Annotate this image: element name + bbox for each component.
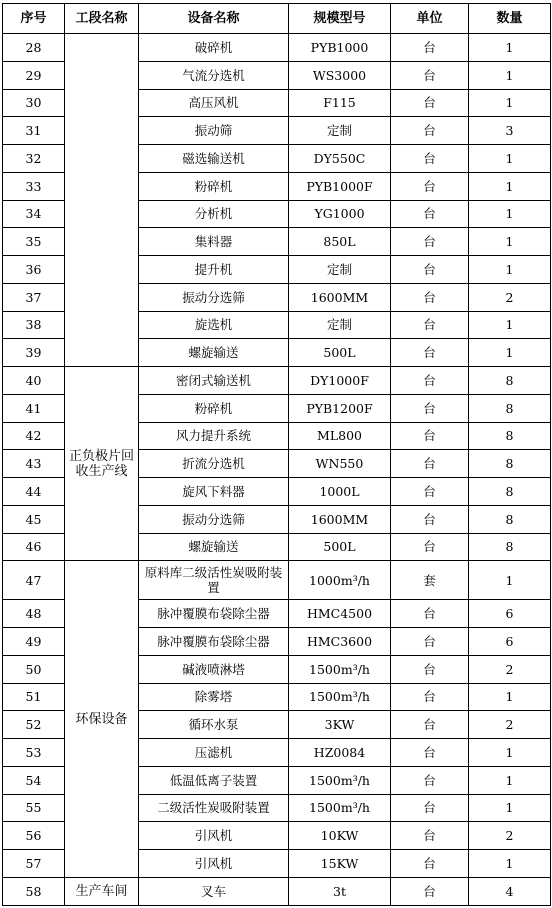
equipment-name: 原料库二级活性炭吸附装置: [139, 561, 289, 600]
row-index: 46: [3, 533, 65, 561]
quantity: 8: [469, 367, 551, 395]
quantity: 8: [469, 450, 551, 478]
quantity: 8: [469, 478, 551, 506]
quantity: 1: [469, 34, 551, 62]
row-index: 34: [3, 200, 65, 228]
model-spec: 定制: [289, 117, 391, 145]
model-spec: 850L: [289, 228, 391, 256]
equipment-name: 风力提升系统: [139, 422, 289, 450]
quantity: 1: [469, 339, 551, 367]
model-spec: 定制: [289, 311, 391, 339]
row-index: 33: [3, 172, 65, 200]
unit: 台: [391, 822, 469, 850]
row-index: 31: [3, 117, 65, 145]
quantity: 1: [469, 256, 551, 284]
header-row: [3, 4, 551, 34]
model-spec: 1500m³/h: [289, 794, 391, 822]
equipment-name: 引风机: [139, 822, 289, 850]
equipment-name: 分析机: [139, 200, 289, 228]
unit: 台: [391, 877, 469, 905]
equipment-name: 折流分选机: [139, 450, 289, 478]
quantity: 1: [469, 794, 551, 822]
quantity: 1: [469, 200, 551, 228]
equipment-name: 低温低离子装置: [139, 766, 289, 794]
row-index: 53: [3, 739, 65, 767]
equipment-name: 振动筛: [139, 117, 289, 145]
model-spec: HMC4500: [289, 600, 391, 628]
equipment-name: 脉冲覆膜布袋除尘器: [139, 628, 289, 656]
model-spec: 3KW: [289, 711, 391, 739]
quantity: 1: [469, 61, 551, 89]
row-index: 58: [3, 877, 65, 905]
row-index: 50: [3, 655, 65, 683]
quantity: 8: [469, 422, 551, 450]
row-index: 42: [3, 422, 65, 450]
unit: 台: [391, 850, 469, 878]
quantity: 6: [469, 600, 551, 628]
model-spec: 1600MM: [289, 505, 391, 533]
equipment-name: 旋选机: [139, 311, 289, 339]
unit: 台: [391, 89, 469, 117]
row-index: 37: [3, 283, 65, 311]
unit: 台: [391, 200, 469, 228]
model-spec: 500L: [289, 339, 391, 367]
table-row: [3, 34, 551, 62]
header-index: 序号: [3, 4, 65, 34]
model-spec: HZ0084: [289, 739, 391, 767]
equipment-name: 螺旋输送: [139, 533, 289, 561]
unit: 台: [391, 711, 469, 739]
header-quantity: 数量: [469, 4, 551, 34]
model-spec: DY1000F: [289, 367, 391, 395]
unit: 台: [391, 450, 469, 478]
table-row: [3, 877, 551, 905]
row-index: 39: [3, 339, 65, 367]
row-index: 36: [3, 256, 65, 284]
unit: 台: [391, 311, 469, 339]
row-index: 56: [3, 822, 65, 850]
equipment-table: [2, 3, 551, 906]
equipment-name: 密闭式输送机: [139, 367, 289, 395]
model-spec: 1500m³/h: [289, 655, 391, 683]
model-spec: 10KW: [289, 822, 391, 850]
unit: 台: [391, 339, 469, 367]
quantity: 1: [469, 228, 551, 256]
quantity: 8: [469, 394, 551, 422]
quantity: 3: [469, 117, 551, 145]
table-row: [3, 367, 551, 395]
unit: 台: [391, 256, 469, 284]
quantity: 1: [469, 311, 551, 339]
quantity: 2: [469, 283, 551, 311]
unit: 台: [391, 172, 469, 200]
model-spec: 1600MM: [289, 283, 391, 311]
unit: 台: [391, 228, 469, 256]
equipment-name: 叉车: [139, 877, 289, 905]
quantity: 4: [469, 877, 551, 905]
equipment-name: 集料器: [139, 228, 289, 256]
row-index: 38: [3, 311, 65, 339]
row-index: 51: [3, 683, 65, 711]
unit: 台: [391, 34, 469, 62]
section-name: 环保设备: [65, 561, 139, 878]
unit: 台: [391, 628, 469, 656]
quantity: 1: [469, 172, 551, 200]
row-index: 49: [3, 628, 65, 656]
unit: 台: [391, 394, 469, 422]
quantity: 1: [469, 739, 551, 767]
section-name: [65, 34, 139, 367]
unit: 台: [391, 794, 469, 822]
model-spec: WN550: [289, 450, 391, 478]
equipment-name: 循环水泵: [139, 711, 289, 739]
model-spec: 3t: [289, 877, 391, 905]
model-spec: PYB1000F: [289, 172, 391, 200]
unit: 套: [391, 561, 469, 600]
equipment-name: 破碎机: [139, 34, 289, 62]
row-index: 29: [3, 61, 65, 89]
equipment-name: 脉冲覆膜布袋除尘器: [139, 600, 289, 628]
header-equipment-name: 设备名称: [139, 4, 289, 34]
unit: 台: [391, 533, 469, 561]
model-spec: PYB1200F: [289, 394, 391, 422]
equipment-name: 二级活性炭吸附装置: [139, 794, 289, 822]
quantity: 1: [469, 561, 551, 600]
unit: 台: [391, 505, 469, 533]
quantity: 2: [469, 822, 551, 850]
section-name: 正负极片回收生产线: [65, 367, 139, 561]
equipment-name: 振动分选筛: [139, 283, 289, 311]
unit: 台: [391, 283, 469, 311]
unit: 台: [391, 655, 469, 683]
unit: 台: [391, 117, 469, 145]
quantity: 2: [469, 711, 551, 739]
equipment-name: 螺旋输送: [139, 339, 289, 367]
equipment-name: 气流分选机: [139, 61, 289, 89]
equipment-name: 旋风下料器: [139, 478, 289, 506]
unit: 台: [391, 61, 469, 89]
equipment-name: 磁选输送机: [139, 145, 289, 173]
quantity: 1: [469, 145, 551, 173]
quantity: 2: [469, 655, 551, 683]
equipment-name: 高压风机: [139, 89, 289, 117]
equipment-name: 振动分选筛: [139, 505, 289, 533]
equipment-name: 引风机: [139, 850, 289, 878]
equipment-name: 除雾塔: [139, 683, 289, 711]
model-spec: 1500m³/h: [289, 766, 391, 794]
section-name: 生产车间: [65, 877, 139, 905]
quantity: 1: [469, 766, 551, 794]
unit: 台: [391, 422, 469, 450]
row-index: 48: [3, 600, 65, 628]
model-spec: 15KW: [289, 850, 391, 878]
model-spec: 1000L: [289, 478, 391, 506]
model-spec: DY550C: [289, 145, 391, 173]
unit: 台: [391, 600, 469, 628]
quantity: 8: [469, 505, 551, 533]
model-spec: 定制: [289, 256, 391, 284]
row-index: 30: [3, 89, 65, 117]
row-index: 47: [3, 561, 65, 600]
table-body: [3, 34, 551, 906]
row-index: 52: [3, 711, 65, 739]
equipment-name: 碱液喷淋塔: [139, 655, 289, 683]
row-index: 57: [3, 850, 65, 878]
model-spec: 500L: [289, 533, 391, 561]
row-index: 40: [3, 367, 65, 395]
quantity: 1: [469, 850, 551, 878]
quantity: 1: [469, 89, 551, 117]
row-index: 35: [3, 228, 65, 256]
model-spec: HMC3600: [289, 628, 391, 656]
quantity: 1: [469, 683, 551, 711]
unit: 台: [391, 683, 469, 711]
row-index: 55: [3, 794, 65, 822]
row-index: 32: [3, 145, 65, 173]
row-index: 54: [3, 766, 65, 794]
row-index: 43: [3, 450, 65, 478]
equipment-name: 粉碎机: [139, 394, 289, 422]
unit: 台: [391, 145, 469, 173]
equipment-name: 压滤机: [139, 739, 289, 767]
row-index: 41: [3, 394, 65, 422]
unit: 台: [391, 766, 469, 794]
table-row: [3, 561, 551, 600]
unit: 台: [391, 367, 469, 395]
quantity: 8: [469, 533, 551, 561]
header-unit: 单位: [391, 4, 469, 34]
equipment-name: 粉碎机: [139, 172, 289, 200]
model-spec: F115: [289, 89, 391, 117]
equipment-name: 提升机: [139, 256, 289, 284]
model-spec: WS3000: [289, 61, 391, 89]
header-section: 工段名称: [65, 4, 139, 34]
model-spec: YG1000: [289, 200, 391, 228]
row-index: 45: [3, 505, 65, 533]
header-model: 规模型号: [289, 4, 391, 34]
model-spec: 1000m³/h: [289, 561, 391, 600]
unit: 台: [391, 478, 469, 506]
unit: 台: [391, 739, 469, 767]
row-index: 44: [3, 478, 65, 506]
row-index: 28: [3, 34, 65, 62]
model-spec: ML800: [289, 422, 391, 450]
quantity: 6: [469, 628, 551, 656]
model-spec: 1500m³/h: [289, 683, 391, 711]
model-spec: PYB1000: [289, 34, 391, 62]
